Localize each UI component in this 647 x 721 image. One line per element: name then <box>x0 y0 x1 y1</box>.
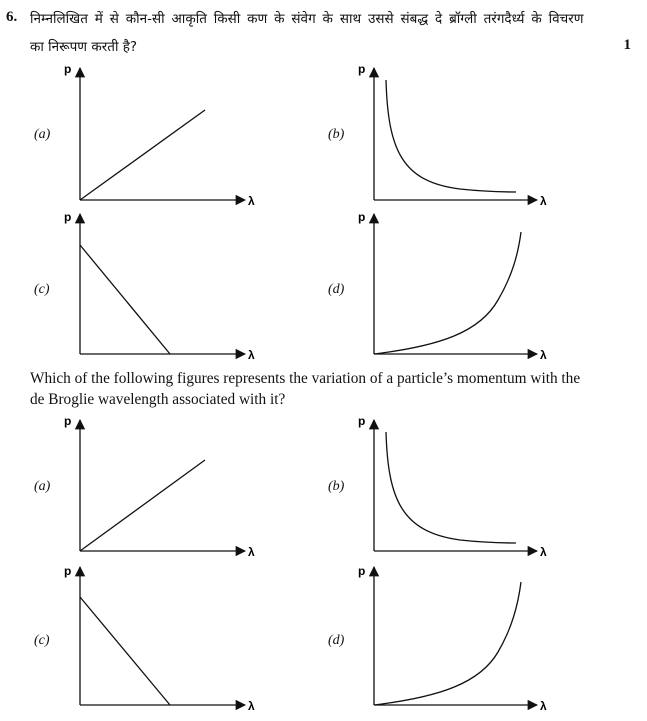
question-hindi-line-1: निम्नलिखित में से कौन-सी आकृति किसी कण के संवेग के साथ उससे संबद्ध दे ब्रॉग्ली तरंगदैर्ध्य के विचरण <box>30 11 584 27</box>
option-a-label-hindi: (a) <box>34 127 51 142</box>
x-axis-label: λ <box>540 194 547 208</box>
plot-line-increasing <box>80 460 205 551</box>
graph-a-hindi <box>64 62 255 208</box>
y-axis-label: p <box>358 62 366 76</box>
graph-c-hindi <box>64 210 255 362</box>
marks-value: 1 <box>623 37 631 53</box>
option-c-label-english: (c) <box>34 633 50 648</box>
graph-d-english <box>358 564 547 713</box>
plot-line-increasing <box>80 110 205 200</box>
plot-curve-increasing <box>374 582 521 705</box>
option-c-label-hindi: (c) <box>34 282 50 297</box>
y-axis-label: p <box>64 210 72 224</box>
x-axis-label: λ <box>540 545 547 559</box>
y-axis-label: p <box>64 414 72 428</box>
question-english-line-1: Which of the following figures represents the variation of a particle’s momentum with the <box>30 370 581 387</box>
x-axis-label: λ <box>248 545 255 559</box>
y-axis-label: p <box>64 62 72 76</box>
option-a-label-english: (a) <box>34 479 51 494</box>
plot-curve-decreasing <box>386 80 516 192</box>
plot-curve-increasing <box>374 232 521 354</box>
option-b-label-english: (b) <box>328 479 345 494</box>
x-axis-label: λ <box>248 348 255 362</box>
graph-a-english <box>64 414 255 559</box>
y-axis-label: p <box>358 564 366 578</box>
question-hindi-line-2: का निरूपण करती है? <box>30 39 138 55</box>
plot-line-decreasing <box>80 245 170 354</box>
y-axis-label: p <box>358 210 366 224</box>
graph-d-hindi <box>358 210 547 362</box>
plot-line-decreasing <box>80 597 170 705</box>
plot-curve-decreasing <box>386 432 516 543</box>
option-d-label-english: (d) <box>328 633 345 648</box>
x-axis-label: λ <box>248 699 255 713</box>
graph-b-hindi <box>358 62 547 208</box>
graph-b-english <box>358 414 547 559</box>
graph-c-english <box>64 564 255 713</box>
x-axis-label: λ <box>540 699 547 713</box>
question-number: 6. <box>6 9 18 25</box>
option-b-label-hindi: (b) <box>328 127 345 142</box>
option-d-label-hindi: (d) <box>328 282 345 297</box>
x-axis-label: λ <box>540 348 547 362</box>
x-axis-label: λ <box>248 194 255 208</box>
question-english-line-2: de Broglie wavelength associated with it? <box>30 391 286 408</box>
y-axis-label: p <box>64 564 72 578</box>
y-axis-label: p <box>358 414 366 428</box>
